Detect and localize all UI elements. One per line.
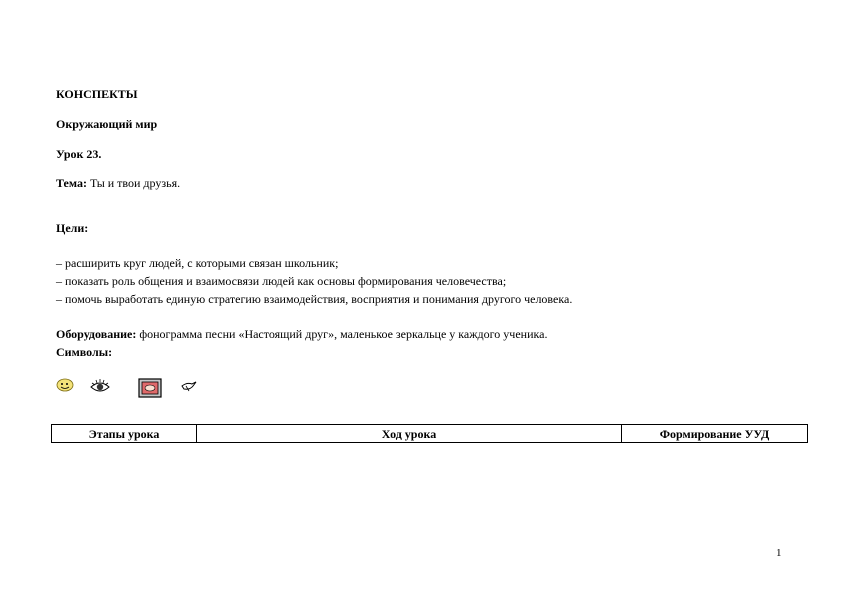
eye-icon [89,378,111,396]
goal-item: – помочь выработать единую стратегию взаимодействия, восприятия и понимания другого человека. [56,292,573,306]
goals-label: Цели: [56,221,89,235]
equipment-value: фонограмма песни «Настоящий друг», маленькое зеркальце у каждого ученика. [136,327,548,341]
topic-line [56,176,180,190]
column-header-stages: Этапы урока [52,425,197,443]
equipment-label: Оборудование: [56,327,137,341]
symbols-label: Символы: [56,345,113,359]
framed-picture-icon [138,378,162,398]
lesson-stages-table [51,424,808,443]
goal-item: – расширить круг людей, с которыми связан школьник; [56,256,339,270]
page-number: 1 [776,547,782,559]
goal-item: – показать роль общения и взаимосвязи людей как основы формирования человечества; [56,274,507,288]
column-header-progress: Ход урока [197,425,622,443]
subject-title: Окружающий мир [56,117,158,131]
lesson-number: Урок 23. [56,147,102,161]
equipment-line [56,327,547,341]
bird-icon [180,378,198,394]
sun-face-icon [56,378,74,392]
topic-label: Тема: [56,176,87,190]
column-header-uud: Формирование УУД [622,425,808,443]
document-heading: КОНСПЕКТЫ [56,87,138,101]
topic-value: Ты и твои друзья. [86,176,181,190]
